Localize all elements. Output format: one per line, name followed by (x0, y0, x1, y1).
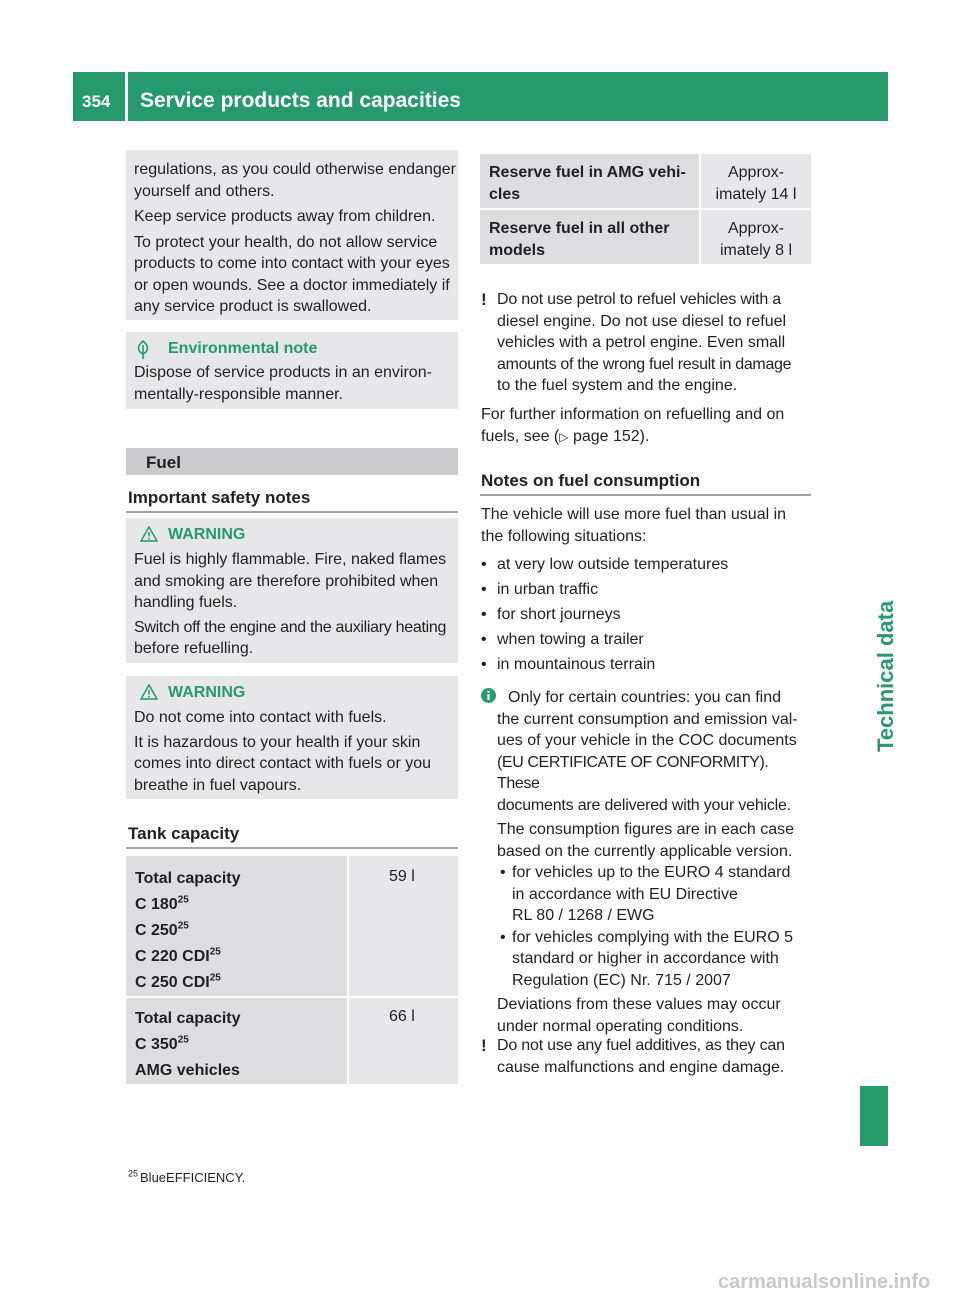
text-line: breathe in fuel vapours. (134, 776, 302, 794)
consumption-intro (481, 504, 813, 547)
list-item: • for vehicles up to the EURO 4 standard in accordance with EU Directive RL 80 / 1268 / EWG (497, 862, 813, 927)
table-cell-heading: Total capacity (135, 870, 241, 887)
situation-list (481, 554, 811, 676)
text-line: standard or higher in accordance with (512, 950, 779, 967)
text-line: ues of your vehicle in the COC documents (497, 732, 797, 749)
text-line: Do not use any fuel additives, as they can (497, 1037, 785, 1054)
list-item: • at very low outside temperatures (481, 554, 811, 576)
text-line: Approx- (727, 164, 785, 181)
table-cell-value (701, 154, 811, 208)
warning-box-1 (126, 518, 458, 663)
text-line: cles (489, 186, 521, 203)
model-line: C $250^{25}$ (135, 920, 189, 939)
warning-title: WARNING (168, 526, 246, 543)
text-line: amounts of the wrong fuel result in damage (497, 355, 792, 373)
text-line: The vehicle will use more fuel than usual in (481, 506, 787, 523)
text-line: (EU CERTIFICATE OF CONFORMITY). These (497, 753, 769, 792)
text-line: Do not come into contact with fuels. (134, 709, 387, 726)
warning-box-2 (126, 676, 458, 799)
warning-continuation-box (126, 150, 458, 320)
text-line: and smoking are therefore prohibited when (134, 572, 439, 590)
text-line: Reserve fuel in all other (489, 220, 670, 237)
environmental-note-title: Environmental note (168, 340, 318, 357)
text-line: To protect your health, do not allow service (134, 233, 438, 251)
list-item: • for short journeys (481, 604, 811, 626)
text-line: documents are delivered with your vehicle. (497, 796, 791, 814)
warning-title: WARNING (168, 684, 246, 701)
further-info (481, 404, 813, 448)
table-cell-label (126, 856, 347, 996)
text-line: yourself and others. (134, 182, 275, 200)
watermark: carmanualsonline.info (718, 1271, 931, 1293)
model-line: C 250 CDI$^{25}$ (135, 972, 221, 991)
exclamation-icon: ! (481, 290, 487, 309)
text-line: or open wounds. See a doctor immediately if (134, 276, 450, 294)
text-line: Only for certain countries: you can find (508, 689, 782, 706)
table-cell-heading: Total capacity (135, 1010, 241, 1027)
text-line: imately 8 l (719, 242, 793, 259)
warning-triangle-icon (140, 684, 158, 700)
text-line: diesel engine. Do not use diesel to refuel (497, 312, 787, 330)
safety-notes-heading: Important safety notes (128, 488, 311, 507)
text-line: based on the currently applicable version. (497, 842, 793, 860)
warning-triangle-icon (140, 526, 158, 542)
info-icon (481, 688, 496, 703)
info-note (497, 687, 813, 1037)
section-bar-fuel (126, 448, 458, 475)
leaf-icon (136, 340, 150, 360)
table-cell-label (126, 998, 347, 1084)
text-line: RL 80 / 1268 / EWG (512, 907, 655, 924)
exclamation-icon: ! (481, 1036, 487, 1055)
heading-rule (126, 847, 458, 849)
page-number: 354 (82, 92, 111, 111)
text-line: in accordance with EU Directive (512, 885, 738, 903)
text-line: For further information on refuelling and on (481, 406, 785, 423)
text-line: vehicles with a petrol engine. Even small (497, 334, 786, 351)
text-line: regulations, as you could otherwise endanger (134, 161, 456, 178)
heading-rule (126, 511, 458, 513)
environmental-note-box (126, 332, 458, 409)
text-line: handling fuels. (134, 594, 238, 611)
text-line: Deviations from these values may occur (497, 996, 781, 1013)
tank-capacity-heading: Tank capacity (128, 824, 240, 843)
text-line: the current consumption and emission val- (497, 710, 798, 728)
text-line: to the fuel system and the engine. (497, 377, 738, 394)
model-line: C $180^{25}$ (135, 894, 189, 913)
text-line: any service product is swallowed. (134, 298, 372, 315)
text-line: The consumption figures are in each case (497, 821, 795, 838)
text-line: Fuel is highly flammable. Fire, naked flames (134, 551, 447, 568)
text-line: before refuelling. (134, 640, 254, 657)
heading-rule (480, 494, 811, 496)
text-line: cause malfunctions and engine damage. (497, 1058, 785, 1076)
text-line: Dispose of service products in an environ- (134, 364, 432, 381)
list-item: • when towing a trailer (481, 629, 811, 651)
list-item: • in mountainous terrain (481, 654, 811, 676)
text-line: Reserve fuel in AMG vehi- (489, 164, 686, 181)
list-item: • in urban traffic (481, 579, 811, 601)
text-line: imately 14 l (715, 186, 797, 203)
text-line: mentally-responsible manner. (134, 385, 343, 403)
table-cell-value (349, 998, 458, 1084)
caution-note (481, 1035, 813, 1078)
caution-note (481, 289, 813, 397)
text-line: Approx- (727, 220, 785, 237)
text-line: the following situations: (481, 527, 647, 545)
table-cell-value (701, 210, 811, 264)
table-cell-label (480, 154, 699, 208)
text-line: products to come into contact with your eyes (134, 255, 450, 272)
capacity-value: 59 l (389, 868, 415, 885)
table-cell-value (349, 856, 458, 996)
text-line: Do not use petrol to refuel vehicles with a (497, 291, 782, 308)
side-tab-marker (860, 1086, 888, 1146)
text-line: Regulation (EC) Nr. 715 / 2007 (512, 971, 731, 989)
text-line: Keep service products away from children. (134, 208, 436, 225)
table-cell-label (480, 210, 699, 264)
model-line: C 220 CDI$^{25}$ (135, 946, 221, 965)
list-item: • for vehicles complying with the EURO 5 standard or higher in accordance with Regulation (EC) Nr. 715 / 2007 (497, 927, 813, 992)
page-ref-arrow-icon: ▷ (559, 429, 569, 444)
text-line: for vehicles complying with the EURO 5 (512, 928, 793, 946)
text-line: under normal operating conditions. (497, 1017, 744, 1035)
text-line: comes into direct contact with fuels or you (134, 755, 432, 772)
page-title: Service products and capacities (140, 89, 461, 112)
footnote: $^{25}$ BlueEFFICIENCY. (128, 1168, 246, 1185)
text-line: Switch off the engine and the auxiliary heating (134, 618, 447, 636)
section-bar-label: Fuel (146, 453, 181, 472)
text-line: models (489, 242, 546, 259)
consumption-heading: Notes on fuel consumption (481, 471, 701, 490)
text-line: fuels, see (▷ page 152). (481, 427, 650, 445)
model-line: C $350^{25}$ (135, 1034, 189, 1053)
capacity-value: 66 l (389, 1008, 415, 1025)
text-line: for vehicles up to the EURO 4 standard (512, 864, 791, 881)
model-line: AMG vehicles (135, 1062, 240, 1079)
text-line: It is hazardous to your health if your skin (134, 733, 421, 751)
